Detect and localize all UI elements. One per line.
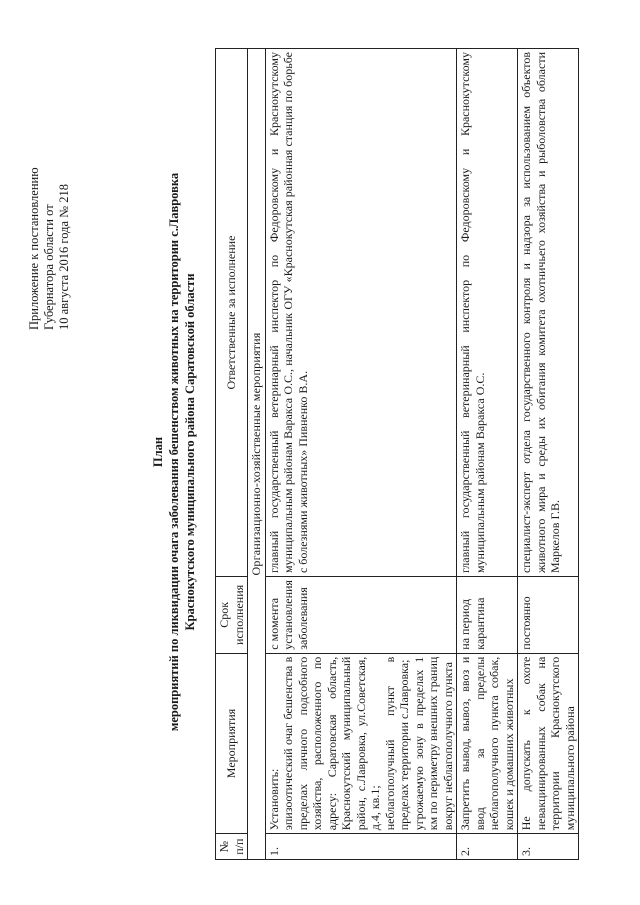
row-responsible: главный государственный ветеринарный инспектор по Федоровскому и Краснокутскому муниципальным районам Варакса О.С. (457, 49, 518, 577)
action-line: Запретить вывод, вывоз, ввоз и ввод за пределы неблагополучного пункта собак, кошек и домашних животных (458, 656, 516, 831)
header-action: Мероприятия (216, 653, 248, 834)
title-line-2: мероприятий по ликвидации очага заболевания бешенством животных на территории с.Лавровка (167, 172, 181, 732)
section-row (248, 49, 266, 860)
table-row (265, 49, 457, 860)
header-term: Срок исполнения (216, 577, 248, 654)
table-row (518, 49, 579, 860)
row-responsible: специалист-эксперт отдела государственного контроля и надзора за использованием объектов животного мира и среды их обитания комитета охотничьего хозяйства и рыболовства области Маркелов Г.В. (518, 49, 579, 577)
title-line-3: Краснокутского муниципального района Саратовской области (183, 273, 197, 631)
document-title (150, 52, 198, 852)
section-title: Организационно-хозяйственные мероприятия (248, 49, 266, 860)
row-action (457, 653, 518, 834)
row-action (518, 653, 579, 834)
action-line: угрожаемую зону в пределах 1 км по периметру внешних границ вокруг неблагополучного пункта (411, 656, 455, 831)
appendix-note (27, 167, 72, 330)
action-line: неблагополучный пункт в пределах территории с.Лавровка; (382, 656, 411, 831)
action-line: Установить: (266, 768, 281, 831)
action-line: Не допускать к охоте невакцинированных собак на территории Краснокутского муниципального района (519, 656, 577, 831)
row-action (265, 653, 457, 834)
header-num: № п/п (216, 834, 248, 860)
table-row (457, 49, 518, 860)
row-term: на период карантина (457, 577, 518, 654)
table-header-row (216, 49, 248, 860)
rotated-page (0, 22, 640, 882)
row-responsible: главный государственный ветеринарный инспектор по Федоровскому и Краснокутскому муниципальным районам Варакса О.С., начальник ОГУ «Краснокутская районная станция по борьбе с болезнями животных» Пивненко В.А. (265, 49, 457, 577)
plan-table (215, 48, 579, 860)
row-term: с момента установления заболевания (265, 577, 457, 654)
row-num: 1. (265, 834, 457, 860)
header-responsible: Ответственные за исполнение (216, 49, 248, 577)
appendix-line-2: Губернатора области от (42, 204, 56, 330)
action-line: эпизоотический очаг бешенства в пределах личного подсобного хозяйства, расположенного по адресу: Саратовская область, Краснокутский муниципальный район, с.Лавровка, ул.Советская, д.4, кв.1; (281, 656, 382, 831)
appendix-line-1: Приложение к постановлению (27, 167, 41, 330)
appendix-line-3: 10 августа 2016 года № 218 (57, 184, 71, 330)
row-num: 3. (518, 834, 579, 860)
row-term: постоянно (518, 577, 579, 654)
row-num: 2. (457, 834, 518, 860)
title-line-1: План (151, 436, 165, 468)
